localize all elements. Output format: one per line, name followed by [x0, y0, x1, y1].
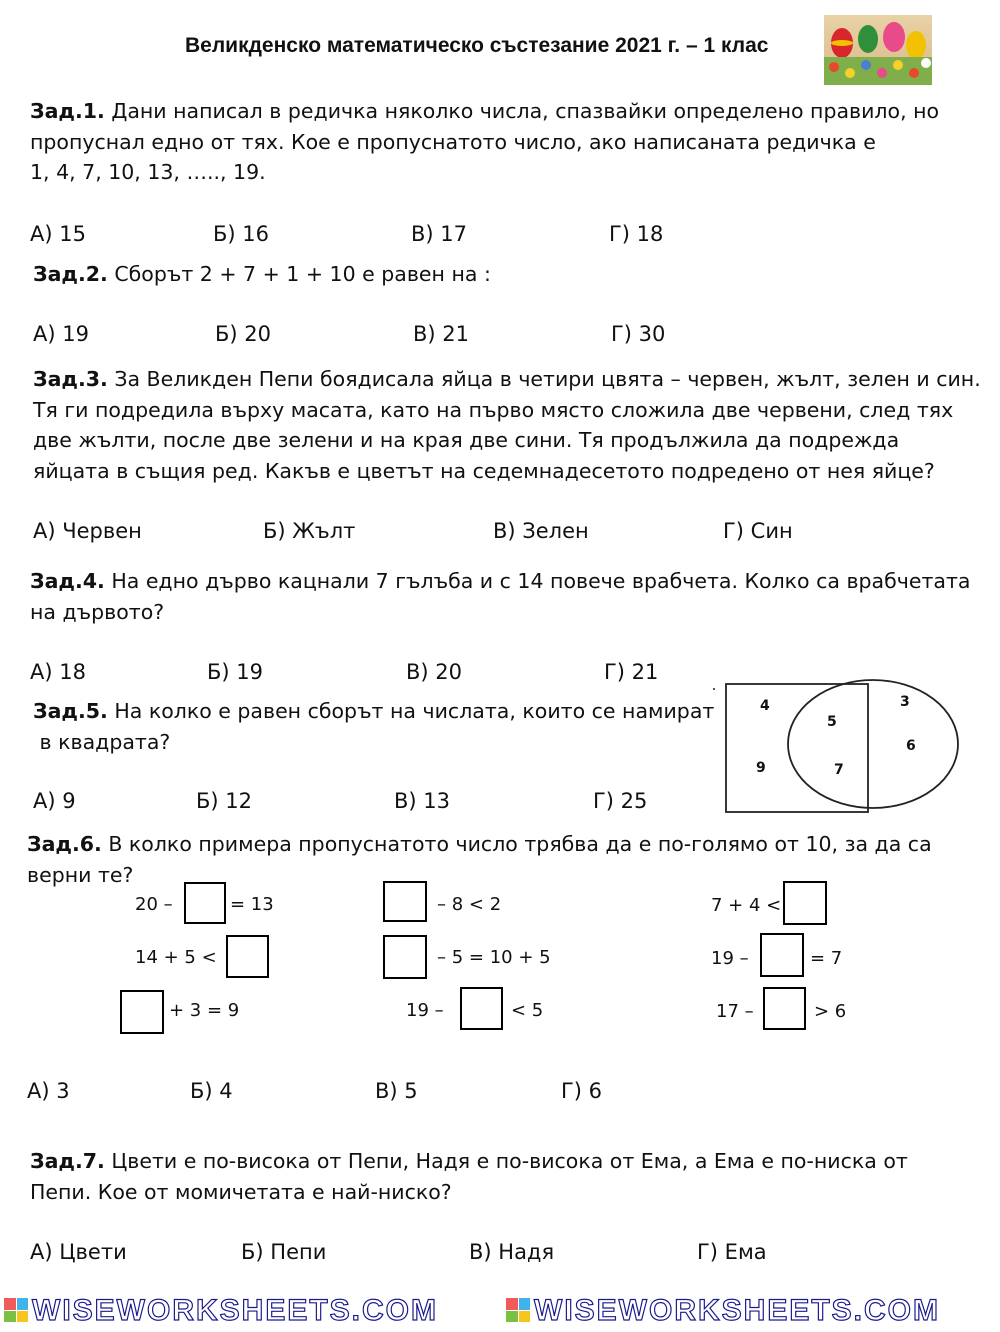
task-1-line: 1, 4, 7, 10, 13, ….., 19.: [30, 160, 266, 184]
task-1-option-b[interactable]: Б) 16: [213, 222, 269, 246]
task-4-line: На едно дърво кацнали 7 гълъба и с 14 повече врабчета. Колко са врабчетата: [111, 569, 971, 593]
task-2-option-d[interactable]: Г) 30: [611, 322, 666, 346]
diagram-number: 3: [900, 694, 910, 710]
task-2-option-b[interactable]: Б) 20: [215, 322, 271, 346]
task-7-option-b[interactable]: Б) Пепи: [241, 1240, 327, 1264]
equation-text: 19 –: [406, 1000, 444, 1021]
task-5-option-d[interactable]: Г) 25: [593, 789, 648, 813]
easter-eggs-image: [824, 15, 932, 85]
diagram-number: 5: [827, 714, 837, 730]
equation-text: > 6: [814, 1001, 847, 1022]
answer-box[interactable]: [783, 881, 827, 925]
diagram-number: 9: [756, 760, 766, 776]
task-6-option-d[interactable]: Г) 6: [561, 1079, 603, 1103]
equation-text: – 5 = 10 + 5: [437, 947, 551, 968]
equation-text: + 3 = 9: [169, 1000, 240, 1021]
diagram-number: 7: [834, 762, 844, 778]
answer-box[interactable]: [120, 990, 164, 1034]
task-4-option-b[interactable]: Б) 19: [207, 660, 263, 684]
task-1-label: Зад.1.: [30, 99, 105, 123]
task-6-line: верни те?: [27, 862, 134, 887]
task-2-label: Зад.2.: [33, 262, 108, 286]
task-3-option-c[interactable]: В) Зелен: [493, 519, 589, 543]
task-3-option-b[interactable]: Б) Жълт: [263, 519, 356, 543]
answer-box[interactable]: [383, 881, 427, 922]
equation-text: – 8 < 2: [437, 894, 502, 915]
task-3-option-d[interactable]: Г) Син: [723, 519, 793, 543]
diagram-circle: [788, 680, 958, 808]
diagram-number: 4: [760, 698, 770, 714]
task-6-option-a[interactable]: А) 3: [27, 1079, 70, 1103]
task-7-label: Зад.7.: [30, 1149, 105, 1173]
task-1-option-c[interactable]: В) 17: [411, 222, 467, 246]
footer-brand-text: WISEWORKSHEETS.COM: [32, 1294, 439, 1327]
task-5-line: в квадрата?: [33, 729, 171, 754]
task-5-label: Зад.5.: [33, 699, 108, 723]
task-7-option-a[interactable]: А) Цвети: [30, 1240, 127, 1264]
task-1-line: Дани написал в редичка няколко числа, спазвайки определено правило, но: [111, 99, 940, 123]
task-4-option-d[interactable]: Г) 21: [604, 660, 659, 684]
task-3-line: За Великден Пепи боядисала яйца в четири цвята – червен, жълт, зелен и син.: [114, 367, 981, 391]
task-6-option-b[interactable]: Б) 4: [190, 1079, 233, 1103]
task-7-text: [30, 1146, 908, 1207]
answer-box[interactable]: [760, 933, 804, 977]
task-7-option-c[interactable]: В) Надя: [469, 1240, 555, 1264]
task-5-option-c[interactable]: В) 13: [394, 789, 450, 813]
task-1-text: [30, 96, 939, 188]
task-3-line: яйцата в същия ред. Какъв е цветът на седемнадесетото подредено от нея яйце?: [33, 458, 935, 483]
task-2-text: [33, 259, 491, 290]
task-3-line: две жълти, после две зелени и на края две сини. Тя продължила да подрежда: [33, 428, 900, 452]
task-6-line: В колко примера пропуснатото число трябва да е по-голямо от 10, за да са: [108, 832, 932, 856]
wise-logo-icon: [506, 1298, 530, 1322]
task-1-line: пропуснал едно от тях. Кое е пропуснатото число, ако написаната редичка е: [30, 129, 876, 154]
task-5-option-b[interactable]: Б) 12: [196, 789, 252, 813]
task-3-line: Тя ги подредила върху масата, като на първо място сложила две червени, след тях: [33, 397, 954, 422]
task-2-line: Сборът 2 + 7 + 1 + 10 е равен на :: [114, 262, 491, 286]
task-3-text: [33, 364, 981, 486]
task-4-label: Зад.4.: [30, 569, 105, 593]
diagram-number: 6: [906, 738, 916, 754]
task-3-label: Зад.3.: [33, 367, 108, 391]
equation-text: 14 + 5 <: [135, 947, 217, 968]
task-1-option-d[interactable]: Г) 18: [609, 222, 664, 246]
equation-text: = 7: [810, 948, 843, 969]
task-2-option-c[interactable]: В) 21: [413, 322, 469, 346]
answer-box[interactable]: [184, 882, 226, 924]
answer-box[interactable]: [460, 987, 503, 1030]
task-4-line: на дървото?: [30, 599, 165, 624]
equation-text: < 5: [511, 1000, 544, 1021]
task-3-option-a[interactable]: А) Червен: [33, 519, 142, 543]
footer-brand-text: WISEWORKSHEETS.COM: [534, 1294, 941, 1327]
square-circle-diagram: [712, 676, 966, 820]
diagram-shapes: [712, 676, 966, 820]
footer-watermark: [0, 1294, 1000, 1332]
equation-text: = 13: [230, 894, 274, 915]
equation-text: 7 + 4 <: [711, 895, 782, 916]
task-6-option-c[interactable]: В) 5: [375, 1079, 418, 1103]
task-5-line: На колко е равен сборът на числата, които се намират: [114, 699, 715, 723]
task-5-text: [33, 696, 714, 757]
task-1-option-a[interactable]: А) 15: [30, 222, 86, 246]
answer-box[interactable]: [383, 935, 427, 979]
diagram-square: [726, 684, 868, 812]
equation-text: 17 –: [716, 1001, 754, 1022]
task-6-label: Зад.6.: [27, 832, 102, 856]
task-2-option-a[interactable]: А) 19: [33, 322, 89, 346]
task-4-option-c[interactable]: В) 20: [406, 660, 462, 684]
wise-logo-icon: [4, 1298, 28, 1322]
task-5-option-a[interactable]: А) 9: [33, 789, 76, 813]
task-7-option-d[interactable]: Г) Ема: [697, 1240, 767, 1264]
equation-text: 20 –: [135, 894, 173, 915]
answer-box[interactable]: [763, 987, 806, 1030]
task-7-line: Цвети е по-висока от Пепи, Надя е по-висока от Ема, а Ема е по-ниска от: [111, 1149, 908, 1173]
answer-box[interactable]: [226, 935, 269, 978]
task-4-text: [30, 566, 971, 627]
page-title: Великденско математическо състезание 2021 г. – 1 клас: [185, 34, 769, 57]
easter-eggs-illustration: [824, 15, 932, 85]
task-7-line: Пепи. Кое от момичетата е най-ниско?: [30, 1179, 452, 1204]
equation-text: 19 –: [711, 948, 749, 969]
task-4-option-a[interactable]: А) 18: [30, 660, 86, 684]
